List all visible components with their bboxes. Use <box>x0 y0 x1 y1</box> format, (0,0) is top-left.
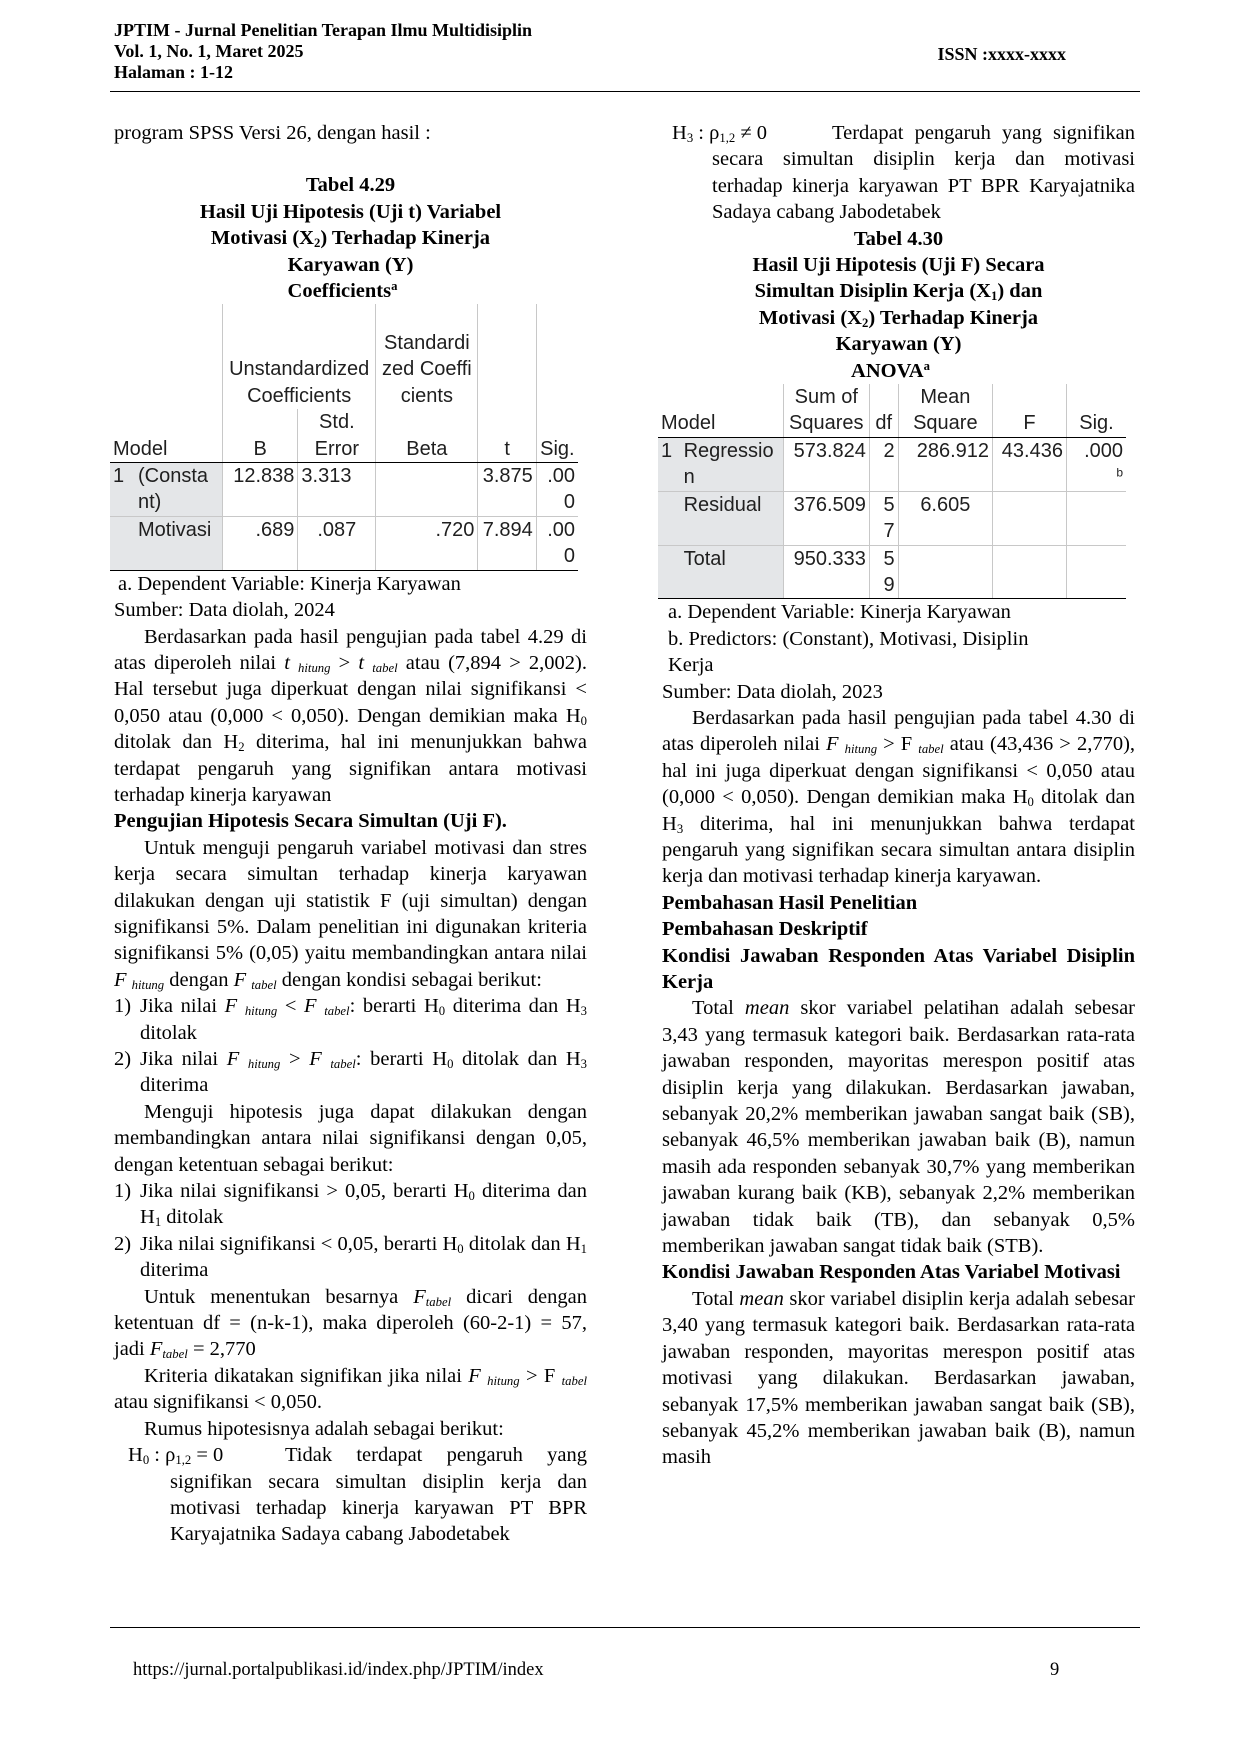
section-heading: Kondisi Jawaban Responden Atas Variabel Motivasi <box>662 1261 1121 1284</box>
source-note: Sumber: Data diolah, 2024 <box>114 599 335 622</box>
section-heading: Pengujian Hipotesis Secara Simultan (Uji F). <box>114 810 507 833</box>
paragraph: Rumus hipotesisnya adalah sebagai berikut: <box>144 1417 504 1440</box>
journal-pages: Halaman : 1-12 <box>114 62 233 82</box>
table-row: Total 950.333 59 <box>658 545 1126 599</box>
left-column <box>114 120 587 1548</box>
table-4-30-title-1: Hasil Uji Hipotesis (Uji F) Secara <box>752 254 1045 277</box>
col-sig: Sig. <box>536 409 578 462</box>
paragraph: Untuk menentukan besarnya $F_{tabel}$ dicari dengan ketentuan df = (n-k-1), maka diperoleh (60-2-1) = 57, jadi $F_{tabel} = 2,770$ <box>114 1285 587 1362</box>
list-item: 2) Jika nilai F $_{hitung}$ > F $_{tabel}$: berarti $H_0$ ditolak dan $H_3$ diterima <box>114 1048 588 1097</box>
table-4-29-title-2: Motivasi $(X_2)$ Terhadap Kinerja <box>210 227 491 251</box>
right-column <box>662 120 1135 1471</box>
journal-header <box>114 20 1138 83</box>
coefficients-table <box>110 278 578 571</box>
paragraph: Kriteria dikatakan signifikan jika nilai F $_{hitung}$ > F $_{tabel}$ atau signifikansi < 0,050. <box>114 1364 587 1414</box>
list-item: 1) Jika nilai F $_{hitung}$ < F $_{tabel}$: berarti $H_0$ diterima dan $H_3$ ditolak <box>114 995 588 1044</box>
paragraph: Menguji hipotesis juga dapat dilakukan dengan membandingkan antara nilai signifikansi dengan 0,05, dengan ketentuan sebagai berikut: <box>114 1100 587 1176</box>
hypothesis-h0: $H_0$ : $\rho_{1,2} = 0$ Tidak terdapat pengaruh yang signifikan secara simultan disiplin kerja dan motivasi terhadap kinerja karyawan PT BPR Karyajatnika Sadaya cabang Jabodetabek <box>128 1444 587 1546</box>
list-item: 1) Jika nilai signifikansi > 0,05, berarti $H_0$ diterima dan $H_1$ ditolak <box>114 1180 587 1230</box>
col-model: Model <box>658 384 783 437</box>
section-heading: Kondisi Jawaban Responden Atas Variabel Disiplin Kerja <box>662 944 1135 993</box>
table-4-29-label: Tabel 4.29 <box>305 174 396 197</box>
header-unstandardized: Unstandardized Coefficients <box>223 304 376 409</box>
paragraph: Berdasarkan pada hasil pengujian pada tabel 4.29 di atas diperoleh nilai t $_{hitung}$ > t $_{tabel}$ atau (7,894 > 2,002). Hal tersebut juga diperkuat dengan nilai signifikansi < 0,050 atau (0,000 < 0,050). Dengan demikian maka $H_0$ ditolak dan $H_2$ diterima, hal ini menunjukkan bahwa terdapat pengaruh yang signifikan antara motivasi terhadap kinerja karyawan <box>114 625 588 806</box>
table-row: 1 (Constant) 12.838 3.313 3.875 .000 <box>110 463 578 517</box>
page-number: 9 <box>1050 1660 1060 1680</box>
table-row: 1 Regression 573.824 2 286.912 43.436 .000 $^b$ <box>658 437 1126 491</box>
source-note: Sumber: Data diolah, 2023 <box>662 680 883 703</box>
col-b: B <box>223 409 298 462</box>
table-note: a. Dependent Variable: Kinerja Karyawan <box>668 601 1011 624</box>
table-note: b. Predictors: (Constant), Motivasi, Disiplin Kerja <box>668 627 1029 677</box>
col-sum-of-squares: Sum of Squares <box>783 384 869 437</box>
table-4-30-title-3: Motivasi $(X_2)$ Terhadap Kinerja <box>758 306 1039 331</box>
header-standardized: Standardized Coefficients <box>376 304 478 409</box>
anova-caption: ANOVA$^a$ <box>851 358 930 382</box>
table-4-30-label: Tabel 4.30 <box>853 227 944 250</box>
paragraph: Total mean skor variabel pelatihan adalah sebesar 3,43 yang termasuk kategori baik. Berdasarkan rata-rata jawaban responden, mayoritas merespon positif atas disiplin kerja yang dilakukan. Berdasarkan jawaban, sebanyak 20,2% memberikan jawaban sangat baik (SB), sebanyak 46,5% memberikan jawaban baik (B), namun masih ada responden sebanyak 30,7% yang memberikan jawaban kurang baik (KB), sebanyak 2,2% memberikan jawaban tidak baik (TB), dan sebanyak 0,5% memberikan jawaban sangat tidak baik (STB). <box>662 997 1135 1258</box>
list-item: 2) Jika nilai signifikansi < 0,05, berarti $H_0$ ditolak dan $H_1$ diterima <box>114 1232 587 1282</box>
col-sig: Sig. <box>1066 384 1126 437</box>
table-4-30-title-2: Simultan Disiplin Kerja $(X_1)$ dan <box>754 280 1043 304</box>
col-model: Model <box>110 409 223 462</box>
col-mean-square: Mean Square <box>898 384 992 437</box>
footer-divider <box>110 1627 1140 1628</box>
table-row: Residual 376.509 57 6.605 <box>658 491 1126 545</box>
col-df: df <box>869 384 898 437</box>
col-std-error: Std. Error <box>298 409 376 462</box>
coefficients-caption: Coefficients$^a$ <box>287 279 398 303</box>
hypothesis-h3: $H_3$ : $\rho_{1,2} \ne 0$ Terdapat pengaruh yang signifikan secara simultan disiplin kerja dan motivasi terhadap kinerja karyawan PT BPR Karyajatnika Sadaya cabang Jabodetabek <box>672 122 1135 224</box>
paragraph: Berdasarkan pada hasil pengujian pada tabel 4.30 di atas diperoleh nilai F $_{hitung}$ > F $_{tabel}$ atau (43,436 > 2,770), hal ini juga diperkuat dengan signifikansi < 0,050 atau (0,000 < 0,050). Dengan demikian maka $H_0$ ditolak dan $H_3$ diterima, hal ini menunjukkan bahwa terdapat pengaruh yang signifikan secara simultan antara disiplin kerja dan motivasi terhadap kinerja karyawan. <box>662 706 1136 888</box>
paragraph: Untuk menguji pengaruh variabel motivasi dan stres kerja secara simultan terhadap kinerja karyawan dilakukan dengan uji statistik F (uji simultan) dengan signifikansi 5%. Dalam penelitian ini digunakan kriteria signifikansi 5% (0,05) yaitu membandingkan antara nilai F $_{hitung}$ dengan F $_{tabel}$ dengan kondisi sebagai berikut: <box>114 836 587 992</box>
table-note: a. Dependent Variable: Kinerja Karyawan <box>118 572 461 595</box>
footer-url: https://jurnal.portalpublikasi.id/index.php/JPTIM/index <box>133 1660 544 1680</box>
journal-volume: Vol. 1, No. 1, Maret 2025 <box>114 41 304 61</box>
section-heading: Pembahasan Deskriptif <box>662 918 868 941</box>
paragraph: Total mean skor variabel disiplin kerja adalah sebesar 3,40 yang termasuk kategori baik. Berdasarkan rata-rata jawaban responden, mayoritas merespon positif atas motivasi yang dilakukan. Berdasarkan jawaban, sebanyak 17,5% memberikan jawaban sangat baik (SB), sebanyak 45,2% memberikan jawaban baik (B), namun masih <box>662 1287 1135 1469</box>
journal-issn: ISSN :xxxx-xxxx <box>937 44 1066 64</box>
header-divider <box>110 91 1140 92</box>
journal-title: JPTIM - Jurnal Penelitian Terapan Ilmu Multidisiplin <box>114 20 533 40</box>
col-beta: Beta <box>376 409 478 462</box>
col-t: t <box>478 409 536 462</box>
section-heading: Pembahasan Hasil Penelitian <box>662 891 918 914</box>
table-4-30-title-4: Karyawan (Y) <box>835 333 962 356</box>
col-f: F <box>993 384 1067 437</box>
anova-table <box>658 358 1126 600</box>
table-row: Motivasi .689 .087 .720 7.894 .000 <box>110 516 578 570</box>
intro-text: program SPSS Versi 26, dengan hasil : <box>114 122 431 144</box>
table-4-29-title-3: Karyawan (Y) <box>287 253 414 276</box>
table-4-29-title-1: Hasil Uji Hipotesis (Uji t) Variabel <box>199 200 502 223</box>
